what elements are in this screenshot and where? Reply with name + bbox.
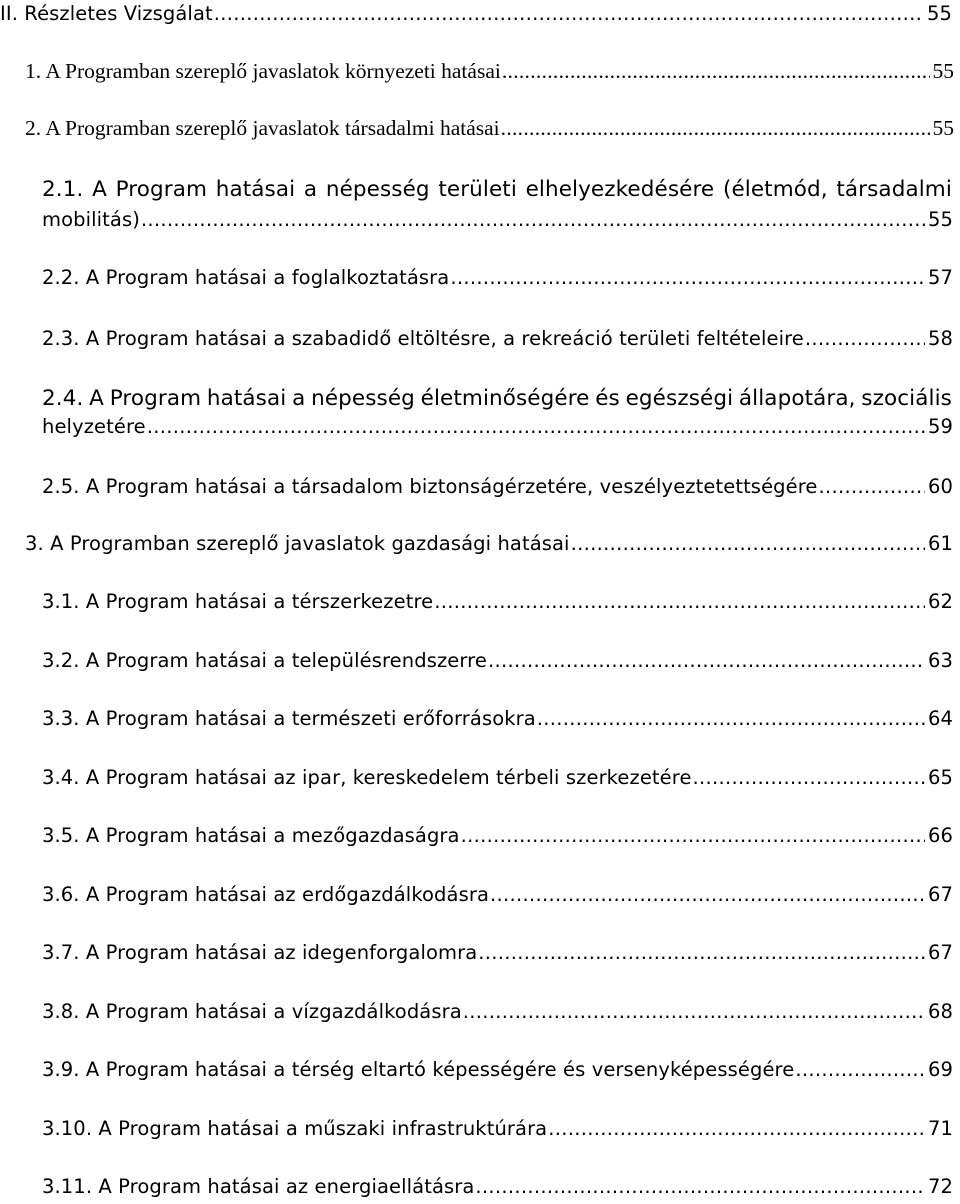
- toc-entry-label: 3.8. A Program hatásai a vízgazdálkodásra: [42, 1000, 462, 1023]
- toc-entry-label: 2.5. A Program hatásai a társadalom biztonságérzetére, veszélyeztetettségére: [42, 475, 818, 498]
- toc-word: A: [92, 177, 107, 202]
- toc-entry-page: 66: [927, 824, 953, 847]
- toc-entry[interactable]: [42, 940, 953, 966]
- toc-entry-label: II. Részletes Vizsgálat: [0, 2, 213, 25]
- toc-entry-label: 3.11. A Program hatásai az energiaellátásra: [42, 1175, 475, 1198]
- toc-word: 2.1.: [42, 177, 84, 202]
- toc-entry-label: 3.3. A Program hatásai a természeti erőforrásokra: [42, 707, 536, 730]
- toc-entry[interactable]: [42, 648, 953, 674]
- toc-entry[interactable]: [42, 823, 953, 849]
- toc-leader-dots: [501, 115, 930, 141]
- toc-entry[interactable]: [42, 207, 953, 233]
- toc-entry-page: 55: [932, 116, 954, 140]
- toc-leader-dots: [548, 1116, 925, 1142]
- toc-word: területi: [438, 177, 517, 202]
- toc-word: 2.4.: [42, 386, 84, 411]
- toc-entry-label: 3.9. A Program hatásai a térség eltartó képességére és versenyképességére: [42, 1058, 795, 1081]
- toc-entry-label: 1. A Programban szereplő javaslatok környezeti hatásai: [25, 59, 501, 83]
- toc-leader-dots: [478, 940, 925, 966]
- toc-leader-dots: [463, 999, 925, 1025]
- toc-entry-page: 61: [927, 532, 953, 555]
- toc-entry[interactable]: [42, 765, 953, 791]
- toc-leader-dots: [693, 765, 925, 791]
- toc-entry-page: 69: [927, 1058, 953, 1081]
- toc-entry-page: 60: [927, 475, 953, 498]
- toc-leader-dots: [502, 58, 930, 84]
- toc-entry-label: 3.2. A Program hatásai a településrendszerre: [42, 649, 487, 672]
- toc-entry[interactable]: [42, 999, 953, 1025]
- toc-entry-page: 71: [927, 1117, 953, 1140]
- toc-leader-dots: [795, 1057, 925, 1083]
- toc-entry-page: 55: [932, 59, 954, 83]
- toc-leader-dots: [805, 326, 925, 352]
- toc-entry-page: 58: [927, 327, 953, 350]
- toc-entry-label: 3.5. A Program hatásai a mezőgazdaságra: [42, 824, 460, 847]
- toc-word: elhelyezkedésére: [525, 177, 715, 202]
- toc-word: A: [89, 386, 104, 411]
- toc-entry-label: helyzetére: [42, 415, 146, 438]
- toc-entry-page: 72: [927, 1175, 953, 1198]
- toc-word: a: [292, 386, 306, 411]
- toc-entry[interactable]: [25, 58, 954, 84]
- toc-word: és: [595, 386, 620, 411]
- toc-word: egészségi: [625, 386, 734, 411]
- toc-word: hatásai: [206, 386, 287, 411]
- toc-entry-page: 62: [927, 590, 953, 613]
- toc-word: Program: [109, 386, 202, 411]
- toc-entry[interactable]: [42, 474, 953, 500]
- toc-entry[interactable]: [42, 265, 953, 291]
- toc-entry[interactable]: [42, 1174, 953, 1200]
- toc-leader-dots: [147, 414, 925, 440]
- toc-word: hatásai: [215, 177, 296, 202]
- toc-leader-dots: [214, 1, 924, 27]
- toc-entry-page: 55: [927, 208, 953, 231]
- toc-entry-page: 67: [927, 883, 953, 906]
- toc-entry-label: 3.1. A Program hatásai a térszerkezetre: [42, 590, 434, 613]
- toc-entry-label: 2.3. A Program hatásai a szabadidő eltöltésre, a rekreáció területi feltételeire: [42, 327, 804, 350]
- toc-entry-label: 3.4. A Program hatásai az ipar, kereskedelem térbeli szerkezetére: [42, 766, 692, 789]
- toc-entry[interactable]: [42, 706, 953, 732]
- toc-entry-label: 3. A Programban szereplő javaslatok gazdasági hatásai: [25, 532, 570, 555]
- toc-entry-page: 65: [927, 766, 953, 789]
- toc-leader-dots: [141, 207, 925, 233]
- toc-word: a: [303, 177, 318, 202]
- toc-entry-label: 3.10. A Program hatásai a műszaki infrastruktúrára: [42, 1117, 548, 1140]
- toc-entry-label: 2.2. A Program hatásai a foglalkoztatásra: [42, 266, 450, 289]
- toc-word: társadalmi: [836, 177, 952, 202]
- toc-word: életminőségére: [420, 386, 590, 411]
- toc-leader-dots: [450, 265, 925, 291]
- toc-leader-dots: [461, 823, 925, 849]
- toc-entry[interactable]: [0, 1, 952, 27]
- toc-entry[interactable]: [42, 1116, 953, 1142]
- toc-entry-label: 3.7. A Program hatásai az idegenforgalomra: [42, 941, 478, 964]
- toc-entry[interactable]: [42, 589, 953, 615]
- toc-word: állapotára,: [738, 386, 856, 411]
- toc-word: (életmód,: [722, 177, 828, 202]
- toc-leader-dots: [475, 1174, 925, 1200]
- toc-leader-dots: [434, 589, 925, 615]
- toc-entry-label: mobilitás): [42, 208, 140, 231]
- toc-entry-label: 2. A Programban szereplő javaslatok társadalmi hatásai: [25, 116, 500, 140]
- toc-entry-page: 55: [926, 2, 952, 25]
- toc-leader-dots: [537, 706, 925, 732]
- toc-word: népesség: [311, 386, 415, 411]
- toc-entry-label: 3.6. A Program hatásai az erdőgazdálkodásra: [42, 883, 490, 906]
- toc-entry[interactable]: [42, 414, 953, 440]
- toc-entry-first-line[interactable]: [42, 177, 952, 203]
- toc-word: Program: [115, 177, 208, 202]
- toc-entry-first-line[interactable]: [42, 386, 952, 412]
- toc-entry-page: 59: [927, 415, 953, 438]
- toc-entry-page: 57: [927, 266, 953, 289]
- toc-entry[interactable]: [42, 882, 953, 908]
- toc-entry[interactable]: [42, 326, 953, 352]
- toc-entry[interactable]: [42, 1057, 953, 1083]
- toc-entry-page: 68: [927, 1000, 953, 1023]
- toc-entry-page: 63: [927, 649, 953, 672]
- toc-leader-dots: [819, 474, 925, 500]
- toc-leader-dots: [571, 531, 925, 557]
- toc-word: népesség: [325, 177, 430, 202]
- toc-entry-page: 67: [927, 941, 953, 964]
- toc-word: szociális: [861, 386, 952, 411]
- toc-entry-page: 64: [927, 707, 953, 730]
- toc-leader-dots: [490, 882, 925, 908]
- toc-entry[interactable]: [25, 531, 953, 557]
- toc-entry[interactable]: [25, 115, 954, 141]
- toc-leader-dots: [488, 648, 925, 674]
